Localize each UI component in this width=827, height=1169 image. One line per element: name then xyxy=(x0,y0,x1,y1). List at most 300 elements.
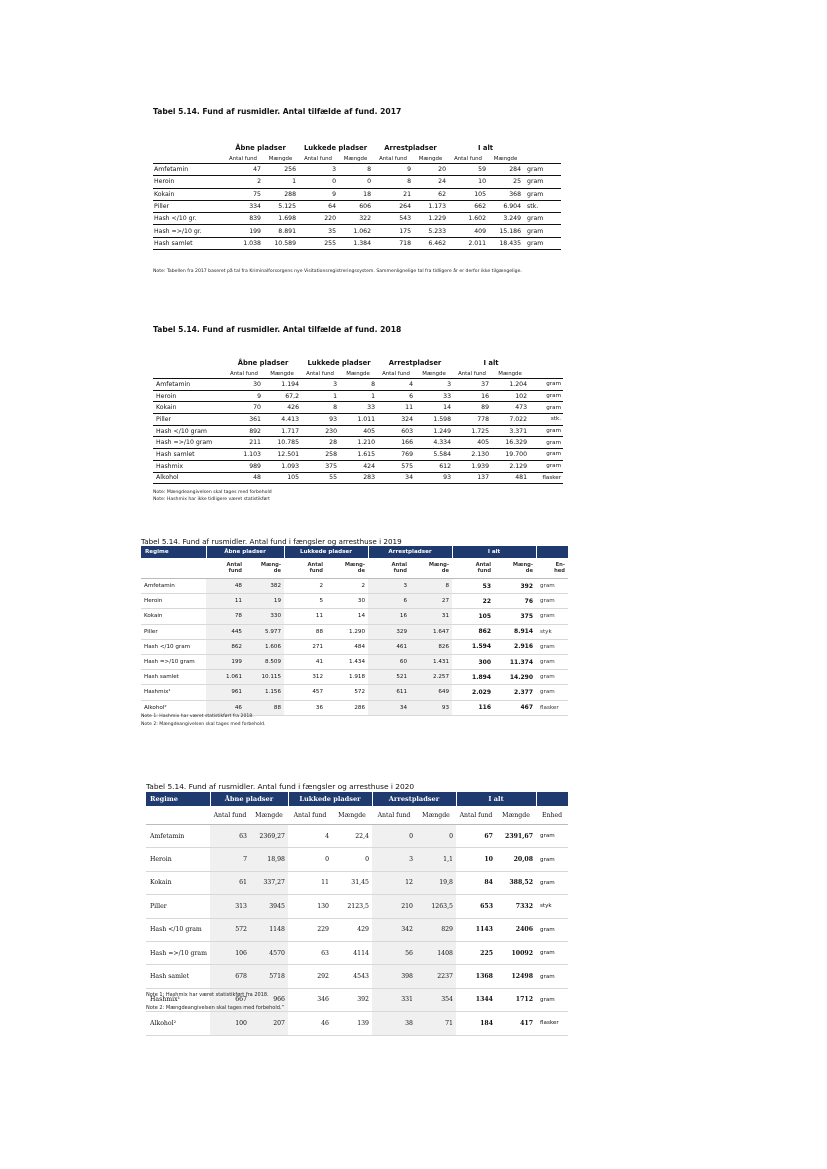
value-cell: 2.916 xyxy=(494,639,536,654)
sub-header: Antal fund xyxy=(373,154,413,164)
value-cell: 653 xyxy=(456,895,496,918)
row-label: Kokain xyxy=(153,402,225,414)
value-cell: 14 xyxy=(326,609,368,624)
table-2018-title: Tabel 5.14. Fund af rusmidler. Antal tilfælde af fund. 2018 xyxy=(153,325,402,334)
value-cell: 288 xyxy=(263,188,298,200)
sub-header: Antal fund xyxy=(298,154,338,164)
table-row xyxy=(146,965,568,988)
value-cell: 1 xyxy=(301,390,339,402)
value-cell: 67,2 xyxy=(263,390,301,402)
group-header: Arrestpladser xyxy=(384,144,437,152)
unit-cell: gram xyxy=(536,941,568,964)
sub-header: Antal fund xyxy=(456,806,496,825)
value-cell: 2.029 xyxy=(452,685,494,700)
sub-header: Mængde xyxy=(263,154,298,164)
row-label: Hashmix¹ xyxy=(141,685,206,700)
row-label: Piller xyxy=(153,414,225,426)
unit-cell: gram xyxy=(536,685,568,700)
value-cell: 426 xyxy=(263,402,301,414)
value-cell: 769 xyxy=(377,449,415,461)
value-cell: 337,27 xyxy=(250,871,288,894)
row-label: Piller xyxy=(153,200,223,212)
value-cell: 467 xyxy=(494,700,536,715)
value-cell: 778 xyxy=(453,414,491,426)
value-cell: 334 xyxy=(223,200,263,212)
unit-cell: gram xyxy=(523,164,561,176)
table-2018 xyxy=(153,357,563,484)
value-cell: 16.329 xyxy=(491,437,529,449)
sub-header-line: de xyxy=(273,568,282,574)
sub-header-line: hed xyxy=(554,568,566,574)
value-cell: 37 xyxy=(453,379,491,391)
value-cell: 0 xyxy=(338,176,373,188)
row-label: Hash samlet xyxy=(141,670,206,685)
unit-cell: gram xyxy=(536,639,568,654)
unit-cell: gram xyxy=(529,402,563,414)
value-cell: 3 xyxy=(372,848,416,871)
sub-header: Mængde xyxy=(263,369,301,379)
unit-cell: gram xyxy=(536,609,568,624)
unit-cell: flasker xyxy=(536,1012,568,1035)
sub-header xyxy=(494,558,536,579)
value-cell: 10 xyxy=(456,848,496,871)
sub-header-line: Mæng- xyxy=(512,561,534,568)
value-cell: 3 xyxy=(368,579,410,594)
value-cell: 14 xyxy=(415,402,453,414)
row-label: Piller xyxy=(141,624,206,639)
table-row xyxy=(153,188,561,200)
value-cell: 88 xyxy=(284,624,326,639)
value-cell: 1.062 xyxy=(338,225,373,237)
value-cell: 16 xyxy=(368,609,410,624)
value-cell: 175 xyxy=(373,225,413,237)
value-cell: 1.602 xyxy=(448,213,488,225)
table-row xyxy=(153,449,563,461)
table-row xyxy=(146,895,568,918)
value-cell: 611 xyxy=(368,685,410,700)
value-cell: 966 xyxy=(250,988,288,1011)
value-cell: 9 xyxy=(373,164,413,176)
sub-header-line: Mæng- xyxy=(344,561,366,568)
value-cell: 2.129 xyxy=(491,460,529,472)
sub-header-row xyxy=(141,558,568,579)
sub-header xyxy=(326,558,368,579)
table-row xyxy=(153,176,561,188)
value-cell: 25 xyxy=(488,176,523,188)
value-cell: 382 xyxy=(245,579,284,594)
row-label: Hash </10 gram xyxy=(146,918,210,941)
row-label: Hash </10 gr. xyxy=(153,213,223,225)
value-cell: 6.462 xyxy=(413,237,448,249)
value-cell: 1.011 xyxy=(339,414,377,426)
value-cell: 329 xyxy=(368,624,410,639)
value-cell: 41 xyxy=(284,654,326,669)
value-cell: 139 xyxy=(332,1012,372,1035)
sub-header-line: Antal xyxy=(307,561,324,568)
value-cell: 4 xyxy=(288,825,332,848)
unit-cell: gram xyxy=(529,437,563,449)
value-cell: 8 xyxy=(373,176,413,188)
group-header: Arrestpladser xyxy=(388,359,442,367)
value-cell: 5.584 xyxy=(415,449,453,461)
group-header: Arrestpladser xyxy=(372,792,456,806)
table-row xyxy=(153,200,561,212)
value-cell: 1 xyxy=(263,176,298,188)
group-header: Åbne pladser xyxy=(237,359,289,367)
value-cell: 256 xyxy=(263,164,298,176)
value-cell: 24 xyxy=(413,176,448,188)
value-cell: 22 xyxy=(452,594,494,609)
value-cell: 18.435 xyxy=(488,237,523,249)
value-cell: 2406 xyxy=(496,918,536,941)
value-cell: 1.061 xyxy=(206,670,245,685)
value-cell: 3.249 xyxy=(488,213,523,225)
sub-header: Mængde xyxy=(415,369,453,379)
value-cell: 46 xyxy=(206,700,245,715)
value-cell: 8.509 xyxy=(245,654,284,669)
value-cell: 12.501 xyxy=(263,449,301,461)
value-cell: 313 xyxy=(210,895,250,918)
value-cell: 64 xyxy=(298,200,338,212)
sub-header-line: fund xyxy=(477,568,492,574)
value-cell: 76 xyxy=(494,594,536,609)
value-cell: 1.939 xyxy=(453,460,491,472)
value-cell: 6 xyxy=(377,390,415,402)
value-cell: 473 xyxy=(491,402,529,414)
value-cell: 229 xyxy=(288,918,332,941)
table-row xyxy=(153,414,563,426)
table-row xyxy=(146,941,568,964)
value-cell: 34 xyxy=(368,700,410,715)
value-cell: 48 xyxy=(206,579,245,594)
value-cell: 575 xyxy=(377,460,415,472)
unit-cell: gram xyxy=(523,176,561,188)
value-cell: 93 xyxy=(415,472,453,484)
table-row xyxy=(153,225,561,237)
value-cell: 892 xyxy=(225,425,263,437)
value-cell: 1.229 xyxy=(413,213,448,225)
value-cell: 9 xyxy=(298,188,338,200)
value-cell: 1.204 xyxy=(491,379,529,391)
value-cell: 1.210 xyxy=(339,437,377,449)
value-cell: 839 xyxy=(223,213,263,225)
value-cell: 8 xyxy=(410,579,452,594)
value-cell: 1.038 xyxy=(223,237,263,249)
value-cell: 19,8 xyxy=(416,871,456,894)
table-row xyxy=(141,594,568,609)
value-cell: 78 xyxy=(206,609,245,624)
value-cell: 93 xyxy=(301,414,339,426)
value-cell: 1.103 xyxy=(225,449,263,461)
group-header: I alt xyxy=(452,546,536,558)
sub-header: Antal fund xyxy=(288,806,332,825)
table-row xyxy=(153,213,561,225)
value-cell: 1143 xyxy=(456,918,496,941)
group-header-row xyxy=(153,142,561,154)
value-cell: 543 xyxy=(373,213,413,225)
value-cell: 21 xyxy=(373,188,413,200)
row-label: Heroin xyxy=(146,848,210,871)
sub-header: Mængde xyxy=(413,154,448,164)
value-cell: 20,08 xyxy=(496,848,536,871)
value-cell: 989 xyxy=(225,460,263,472)
group-header: Lukkede pladser xyxy=(288,792,372,806)
value-cell: 18 xyxy=(338,188,373,200)
value-cell: 75 xyxy=(223,188,263,200)
value-cell: 398 xyxy=(372,965,416,988)
value-cell: 1.434 xyxy=(326,654,368,669)
value-cell: 33 xyxy=(415,390,453,402)
value-cell: 603 xyxy=(377,425,415,437)
table-2020-section xyxy=(146,782,414,791)
value-cell: 1.918 xyxy=(326,670,368,685)
value-cell: 6.904 xyxy=(488,200,523,212)
value-cell: 8.914 xyxy=(494,624,536,639)
row-label: Hash </10 gram xyxy=(153,425,225,437)
table-2020-note-1: Note 1: Hashmix har været statistikført fra 2018. xyxy=(146,992,269,998)
value-cell: 184 xyxy=(456,1012,496,1035)
group-header-row xyxy=(153,357,563,369)
value-cell: 1263,5 xyxy=(416,895,456,918)
sub-header-row xyxy=(153,154,561,164)
value-cell: 862 xyxy=(452,624,494,639)
table-2018-note-2: Note: Hashmix har ikke tidligere været statistikført xyxy=(153,497,270,502)
sub-header xyxy=(284,558,326,579)
table-2017-title: Tabel 5.14. Fund af rusmidler. Antal tilfælde af fund. 2017 xyxy=(153,107,402,116)
row-label: Alkohol xyxy=(153,472,225,484)
value-cell: 63 xyxy=(210,825,250,848)
table-2019-title: Tabel 5.14. Fund af rusmidler. Antal fund i fængsler og arresthuse i 2019 xyxy=(141,537,402,546)
table-row xyxy=(153,460,563,472)
value-cell: 4570 xyxy=(250,941,288,964)
row-label: Kokain xyxy=(141,609,206,624)
unit-cell: gram xyxy=(536,871,568,894)
regime-header: Regime xyxy=(146,792,210,806)
value-cell: 572 xyxy=(210,918,250,941)
value-cell: 283 xyxy=(339,472,377,484)
value-cell: 36 xyxy=(284,700,326,715)
sub-header-row xyxy=(153,369,563,379)
sub-header: Mængde xyxy=(496,806,536,825)
value-cell: 35 xyxy=(298,225,338,237)
value-cell: 481 xyxy=(491,472,529,484)
sub-header: Antal fund xyxy=(453,369,491,379)
table-row xyxy=(141,579,568,594)
unit-cell: gram xyxy=(536,654,568,669)
unit-cell: gram xyxy=(529,425,563,437)
value-cell: 71 xyxy=(416,1012,456,1035)
value-cell: 105 xyxy=(263,472,301,484)
value-cell: 211 xyxy=(225,437,263,449)
table-row xyxy=(141,670,568,685)
table-2019-container xyxy=(141,546,569,716)
value-cell: 392 xyxy=(494,579,536,594)
unit-cell: gram xyxy=(536,848,568,871)
value-cell: 19.700 xyxy=(491,449,529,461)
value-cell: 59 xyxy=(448,164,488,176)
value-cell: 862 xyxy=(206,639,245,654)
value-cell: 405 xyxy=(339,425,377,437)
group-header: Åbne pladser xyxy=(210,792,288,806)
table-row xyxy=(153,437,563,449)
value-cell: 4 xyxy=(377,379,415,391)
value-cell: 63 xyxy=(288,941,332,964)
table-2017-section xyxy=(153,107,401,116)
row-label: Heroin xyxy=(153,176,223,188)
value-cell: 2237 xyxy=(416,965,456,988)
value-cell: 67 xyxy=(456,825,496,848)
row-label: Amfetamin xyxy=(146,825,210,848)
value-cell: 521 xyxy=(368,670,410,685)
sub-header: Mængde xyxy=(250,806,288,825)
value-cell: 368 xyxy=(488,188,523,200)
sub-header-line: de xyxy=(441,568,450,574)
value-cell: 1.894 xyxy=(452,670,494,685)
value-cell: 6 xyxy=(368,594,410,609)
value-cell: 4.334 xyxy=(415,437,453,449)
value-cell: 55 xyxy=(301,472,339,484)
value-cell: 2369,27 xyxy=(250,825,288,848)
value-cell: 718 xyxy=(373,237,413,249)
value-cell: 31,45 xyxy=(332,871,372,894)
unit-cell: gram xyxy=(536,965,568,988)
unit-cell: stk. xyxy=(523,200,561,212)
group-header: Lukkede pladser xyxy=(303,144,368,152)
table-row xyxy=(146,918,568,941)
sub-header-line: Mæng- xyxy=(260,561,282,568)
value-cell: 7 xyxy=(210,848,250,871)
sub-header xyxy=(410,558,452,579)
table-row xyxy=(141,624,568,639)
sub-header-line: fund xyxy=(309,568,324,574)
value-cell: 409 xyxy=(448,225,488,237)
value-cell: 829 xyxy=(416,918,456,941)
unit-cell: gram xyxy=(536,918,568,941)
value-cell: 3 xyxy=(298,164,338,176)
value-cell: 2.257 xyxy=(410,670,452,685)
table-2018-section xyxy=(153,325,401,334)
table-2017-container xyxy=(153,142,561,250)
table-row xyxy=(153,402,563,414)
unit-cell: gram xyxy=(536,825,568,848)
value-cell: 61 xyxy=(210,871,250,894)
value-cell: 1712 xyxy=(496,988,536,1011)
value-cell: 199 xyxy=(223,225,263,237)
value-cell: 2.011 xyxy=(448,237,488,249)
table-2018-note-1: Note: Mængdeangivelsen skal tages med forbehold xyxy=(153,490,272,495)
value-cell: 606 xyxy=(338,200,373,212)
value-cell: 1 xyxy=(339,390,377,402)
value-cell: 2 xyxy=(284,579,326,594)
value-cell: 34 xyxy=(377,472,415,484)
value-cell: 116 xyxy=(452,700,494,715)
group-header: Lukkede pladser xyxy=(307,359,371,367)
row-label: Hash </10 gram xyxy=(141,639,206,654)
value-cell: 484 xyxy=(326,639,368,654)
value-cell: 2 xyxy=(326,579,368,594)
value-cell: 1.698 xyxy=(263,213,298,225)
value-cell: 30 xyxy=(225,379,263,391)
sub-header xyxy=(368,558,410,579)
value-cell: 10.589 xyxy=(263,237,298,249)
value-cell: 429 xyxy=(332,918,372,941)
sub-header: Antal fund xyxy=(448,154,488,164)
value-cell: 678 xyxy=(210,965,250,988)
value-cell: 10092 xyxy=(496,941,536,964)
sub-header: Mængde xyxy=(491,369,529,379)
value-cell: 667 xyxy=(210,988,250,1011)
value-cell: 100 xyxy=(210,1012,250,1035)
sub-header-line: En- xyxy=(555,561,566,568)
table-2018-container xyxy=(153,357,563,484)
value-cell: 10 xyxy=(448,176,488,188)
value-cell: 105 xyxy=(452,609,494,624)
value-cell: 1408 xyxy=(416,941,456,964)
unit-cell: styk xyxy=(536,895,568,918)
value-cell: 207 xyxy=(250,1012,288,1035)
sub-header: Mængde xyxy=(488,154,523,164)
value-cell: 1.647 xyxy=(410,624,452,639)
value-cell: 38 xyxy=(372,1012,416,1035)
row-label: Alkohol² xyxy=(146,1012,210,1035)
unit-cell: flasker xyxy=(529,472,563,484)
value-cell: 9 xyxy=(225,390,263,402)
value-cell: 15.186 xyxy=(488,225,523,237)
sub-header-line: Antal xyxy=(475,561,492,568)
table-2017-note: Note: Tabellen fra 2017 baseret på tal fra Kriminalforsorgens nye Visitationsregistreringssystem. Sammenlignelige tal fra tidligere år er derfor ikke tilgængelige. xyxy=(153,269,522,274)
regime-header: Regime xyxy=(141,546,206,558)
table-row xyxy=(153,472,563,484)
value-cell: 826 xyxy=(410,639,452,654)
table-2020-container xyxy=(146,792,569,1036)
value-cell: 130 xyxy=(288,895,332,918)
value-cell: 5.233 xyxy=(413,225,448,237)
value-cell: 5718 xyxy=(250,965,288,988)
value-cell: 14.290 xyxy=(494,670,536,685)
value-cell: 3945 xyxy=(250,895,288,918)
value-cell: 84 xyxy=(456,871,496,894)
sub-header-line: Mæng- xyxy=(428,561,450,568)
value-cell: 271 xyxy=(284,639,326,654)
value-cell: 2 xyxy=(223,176,263,188)
row-label: Hash samlet xyxy=(146,965,210,988)
row-label: Hashmix xyxy=(153,460,225,472)
value-cell: 0 xyxy=(416,825,456,848)
row-label: Amfetamin xyxy=(141,579,206,594)
value-cell: 1,1 xyxy=(416,848,456,871)
value-cell: 0 xyxy=(298,176,338,188)
value-cell: 4.413 xyxy=(263,414,301,426)
unit-cell: gram xyxy=(523,213,561,225)
value-cell: 388,52 xyxy=(496,871,536,894)
value-cell: 70 xyxy=(225,402,263,414)
value-cell: 1.290 xyxy=(326,624,368,639)
value-cell: 424 xyxy=(339,460,377,472)
value-cell: 0 xyxy=(332,848,372,871)
sub-header: Mængde xyxy=(332,806,372,825)
sub-header-row xyxy=(146,806,568,825)
sub-header: Antal fund xyxy=(210,806,250,825)
row-label: Hash =>/10 gram xyxy=(153,437,225,449)
table-row xyxy=(153,164,561,176)
group-header: Åbne pladser xyxy=(206,546,284,558)
table-2020 xyxy=(146,792,569,1036)
value-cell: 2.377 xyxy=(494,685,536,700)
unit-cell: gram xyxy=(536,670,568,685)
value-cell: 3.371 xyxy=(491,425,529,437)
value-cell: 48 xyxy=(225,472,263,484)
value-cell: 346 xyxy=(288,988,332,1011)
